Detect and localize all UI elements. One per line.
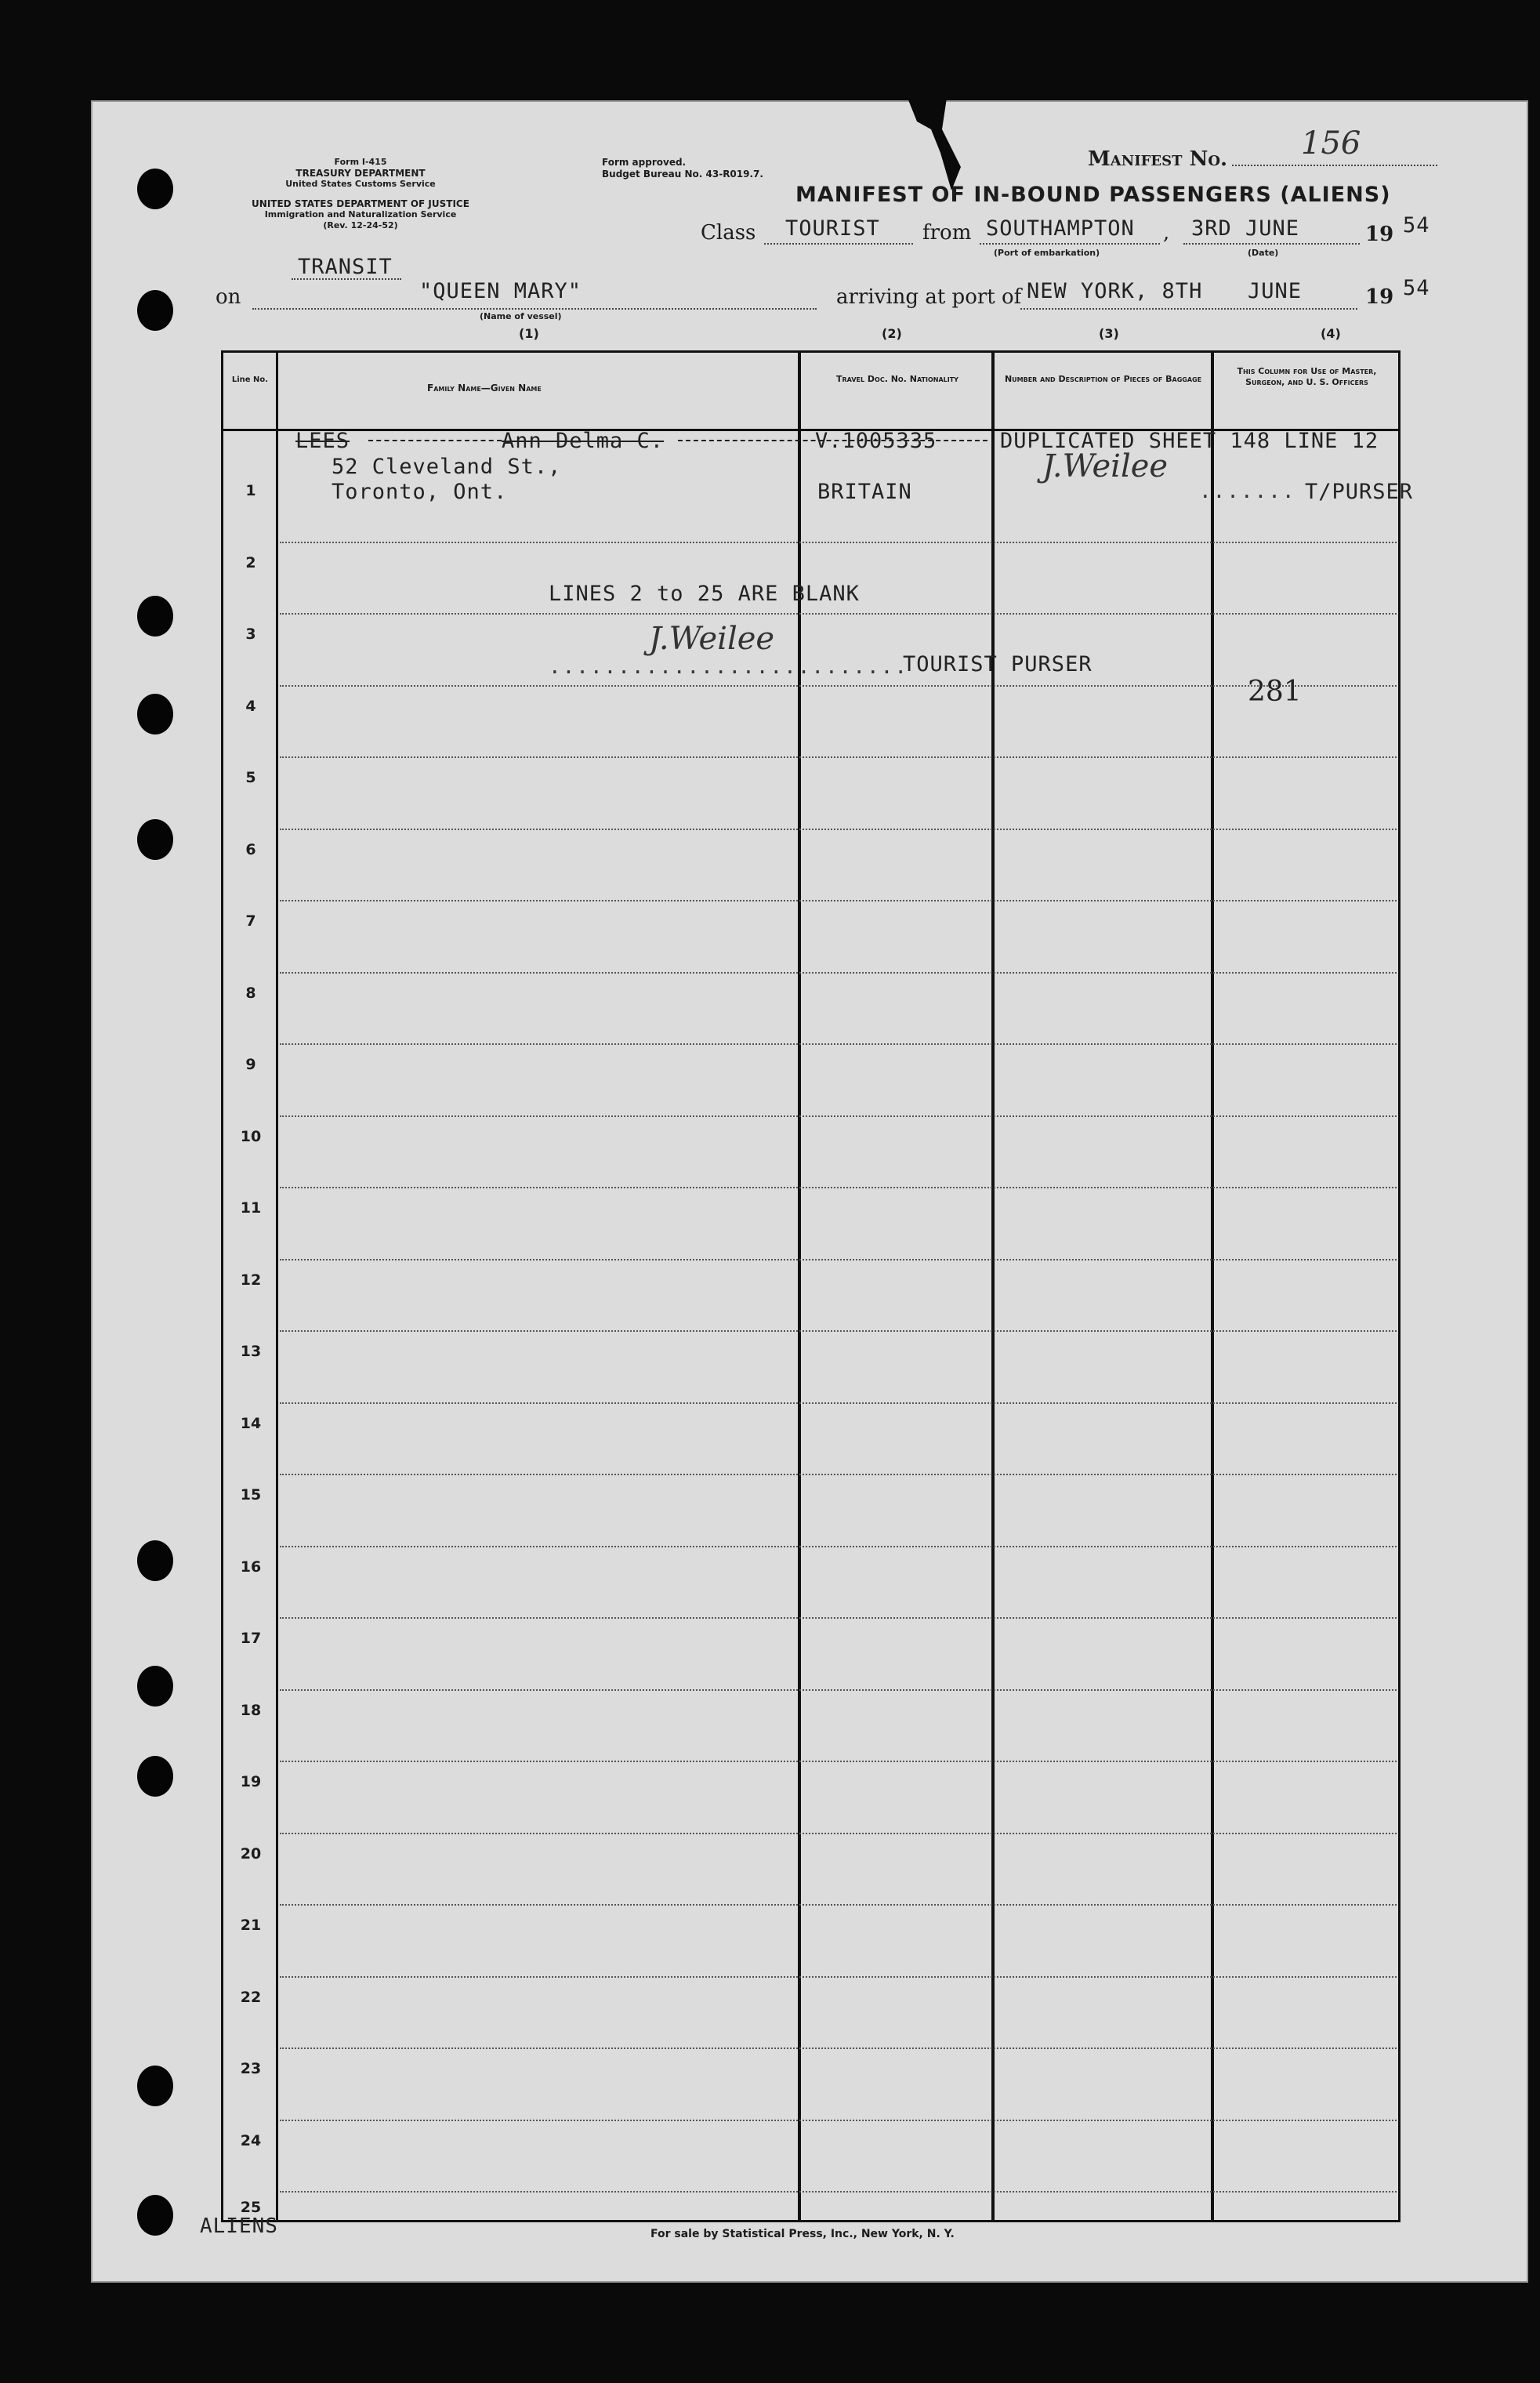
binder-hole [137,596,173,637]
row-separator [280,1617,1397,1619]
row-separator [280,2120,1397,2121]
row-separator [280,613,1397,615]
row-separator [280,1546,1397,1547]
entry-given-name: Ann Delma C. [502,429,665,453]
form-header-left [235,157,486,190]
col-divider-line-no [276,350,278,2222]
entry-duplicate-note: DUPLICATED SHEET 148 LINE 12 [1000,429,1379,453]
arrival-value: NEW YORK, 8TH [1027,279,1203,303]
purser-signature-dots: .......................... [549,655,908,679]
manifest-table [221,350,1400,2222]
row-separator [280,542,1397,543]
row-separator [280,756,1397,758]
binder-hole [137,2195,173,2236]
printer-credit: For sale by Statistical Press, Inc., New York, N. Y. [650,2228,955,2240]
line-number: 18 [240,1701,262,1719]
line-number: 23 [240,2060,262,2077]
column-number-4: (4) [1321,326,1341,341]
entry-signature: J.Weilee [1042,448,1169,484]
line-number: 20 [240,1844,262,1863]
row-separator [280,1761,1397,1762]
torn-corner [900,98,986,192]
col-divider-name [798,350,801,2222]
binder-hole [137,1666,173,1707]
line-number: 13 [240,1343,262,1360]
binder-hole [137,1756,173,1797]
arrival-year-suffix: 54 [1403,276,1430,300]
doj-line1: UNITED STATES DEPARTMENT OF JUSTICE [252,198,469,209]
arrival-year-prefix: 19 [1365,285,1394,309]
port-underline [980,243,1160,245]
row-separator [280,1904,1397,1906]
entry-signature-dots: ....... [1199,480,1296,503]
class-underline [764,243,913,245]
line-number: 21 [240,1917,262,1934]
binder-hole [137,290,173,331]
row-separator [280,1115,1397,1117]
entry-nationality: BRITAIN [817,480,912,504]
manifest-number: 156 [1301,125,1361,161]
row-separator [280,1187,1397,1188]
doj-block [219,198,502,231]
entry-address-line2: Toronto, Ont. [332,480,508,504]
row-separator [280,1259,1397,1260]
entry-travel-doc: V.1005335 [815,429,937,453]
line-number: 7 [245,912,256,930]
row-separator [280,1043,1397,1045]
row-separator [280,2191,1397,2193]
line-number: 8 [245,984,256,1002]
row-separator [280,1402,1397,1404]
approval-line1: Form approved. [602,157,687,168]
line-number: 6 [245,840,256,858]
on-label: on [216,285,241,309]
approval-block [602,157,763,180]
line-number: 15 [240,1486,262,1503]
class-value: TOURIST [785,216,880,241]
entry-address-line1: 52 Cleveland St., [332,455,562,479]
strikeout-dash [368,440,502,441]
line-number: 17 [240,1630,262,1647]
col-divider-baggage [1211,350,1214,2222]
from-label: from [922,221,972,245]
column-number-2: (2) [882,326,902,341]
binder-hole [137,819,173,860]
manifest-title: MANIFEST OF IN-BOUND PASSENGERS (ALIENS) [795,183,1391,207]
blank-lines-note: LINES 2 to 25 ARE BLANK [549,582,860,606]
header-officials: This Column for Use of Master, Surgeon, and U. S. Officers [1237,366,1377,387]
manifest-number-line [1232,165,1437,166]
line-number: 2 [245,553,256,571]
port-caption: (Port of embarkation) [994,248,1100,258]
row-separator [280,685,1397,687]
line-number: 9 [245,1056,256,1073]
form-revision: (Rev. 12-24-52) [323,220,398,230]
line-number: 11 [240,1199,262,1217]
approval-line2: Budget Bureau No. 43-R019.7. [602,169,763,180]
binder-hole [137,694,173,734]
row-separator [280,972,1397,974]
port-value: SOUTHAMPTON [986,216,1135,241]
vessel-value: "QUEEN MARY" [419,279,582,303]
purser-signature: J.Weilee [649,621,775,657]
line-number: 14 [240,1414,262,1432]
row-separator [280,1330,1397,1332]
purser-title: TOURIST PURSER [903,652,1092,676]
line-number: 1 [245,482,256,499]
col-divider-doc [991,350,995,2222]
arrival-month: JUNE [1248,279,1303,303]
row-separator [280,829,1397,830]
line-number: 22 [240,1988,262,2006]
dept-line2: United States Customs Service [285,179,436,189]
vessel-caption: (Name of vessel) [480,311,562,321]
line-number: 19 [240,1773,262,1790]
manifest-label: Manifest No. [1088,147,1228,171]
comma: , [1163,221,1170,245]
header-line-no: Line No. [231,375,269,384]
transit-underline [292,278,401,280]
row-separator [280,1689,1397,1691]
dept-line1: TREASURY DEPARTMENT [295,168,426,179]
row-separator [280,1833,1397,1834]
handwritten-count: 281 [1248,676,1302,708]
binder-hole [137,169,173,209]
entry-signature-title: T/PURSER [1305,480,1414,504]
row-separator [280,2047,1397,2049]
column-number-3: (3) [1099,326,1119,341]
line-number: 3 [245,626,256,643]
row-separator [280,900,1397,901]
date-value: 3RD JUNE [1191,216,1300,241]
transit-value: TRANSIT [298,255,393,279]
line-number: 4 [245,697,256,715]
line-number: 25 [240,2199,262,2216]
header-baggage: Number and Description of Pieces of Baggage [1004,374,1202,384]
row-separator [280,1474,1397,1475]
column-number-1: (1) [519,326,539,341]
form-number: Form I-415 [334,157,387,167]
aliens-stamp: ALIENS [200,2214,278,2238]
binder-hole [137,1540,173,1581]
vessel-underline [252,308,817,310]
header-name: Family Name—Given Name [427,383,542,394]
entry-family-name: LEES [295,429,350,453]
line-number: 24 [240,2131,262,2149]
class-label: Class [701,221,756,245]
date-underline [1183,243,1360,245]
line-number: 16 [240,1558,262,1576]
line-number: 10 [240,1127,262,1145]
arriving-label: arriving at port of [836,285,1022,309]
header-travel-doc: Travel Doc. No. Nationality [836,374,958,384]
arrival-underline [1020,308,1357,310]
year-prefix: 19 [1365,223,1394,246]
row-separator [280,1976,1397,1978]
doj-line2: Immigration and Naturalization Service [264,209,457,219]
date-caption: (Date) [1248,248,1279,258]
year-suffix: 54 [1403,213,1430,238]
line-number: 5 [245,769,256,786]
binder-hole [137,2066,173,2106]
line-number: 12 [240,1271,262,1289]
